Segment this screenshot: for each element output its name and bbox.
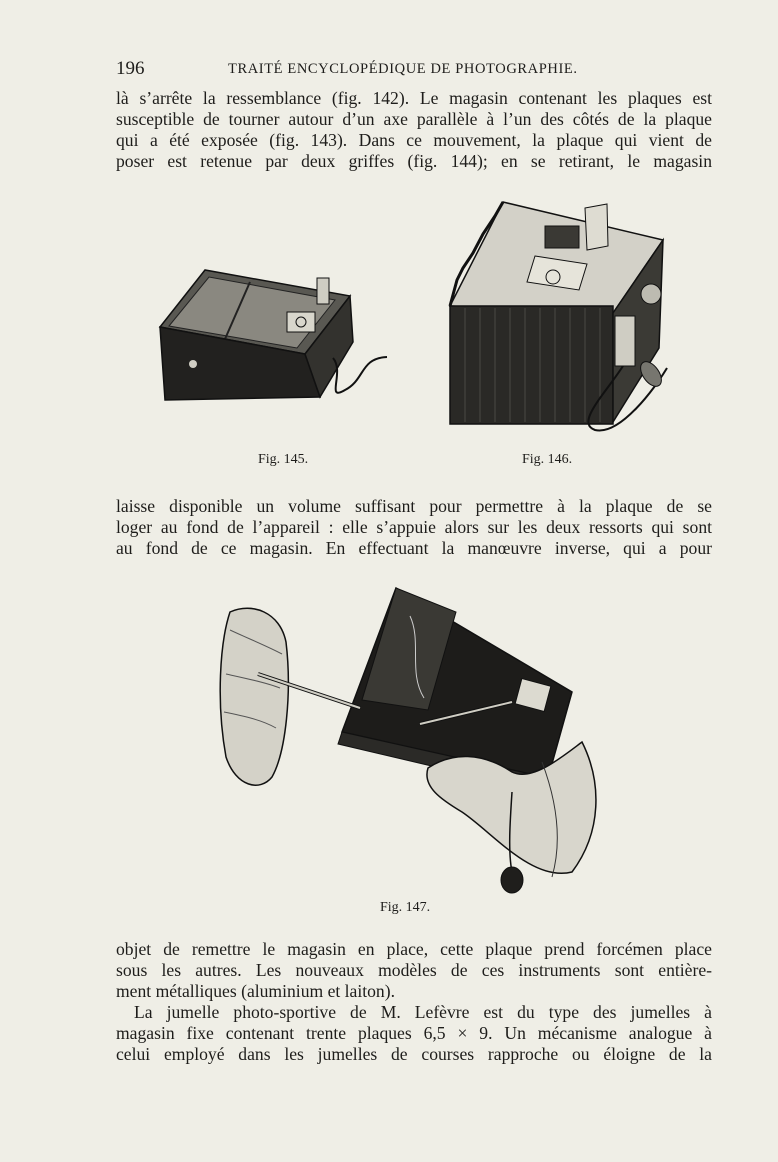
text-line: celui employé dans les jumelles de courses rapproche ou éloigne de la bbox=[116, 1044, 712, 1064]
paragraph-last bbox=[116, 1002, 712, 1065]
figure-146-camera-cutaway-illustration bbox=[445, 198, 675, 438]
text-line: ment métalliques (aluminium et laiton). bbox=[116, 981, 395, 1001]
paragraph-top bbox=[116, 88, 712, 172]
text-line: loger au fond de l’appareil : elle s’appuie alors sur les deux ressorts qui sont bbox=[116, 517, 712, 537]
figure-147-hands-holding-camera-illustration bbox=[212, 582, 612, 897]
text-line: là s’arrête la ressemblance (fig. 142). Le magasin contenant les plaques est bbox=[116, 88, 712, 108]
text-line: susceptible de tourner autour d’un axe parallèle à l’un des côtés de la plaque bbox=[116, 109, 712, 129]
text-line: qui a été exposée (fig. 143). Dans ce mouvement, la plaque qui vient de bbox=[116, 130, 712, 150]
text-line: La jumelle photo-sportive de M. Lefèvre est du type des jumelles à bbox=[134, 1002, 712, 1022]
caption-fig-145: Fig. 145. bbox=[258, 452, 309, 467]
caption-fig-147: Fig. 147. bbox=[380, 900, 431, 915]
text-line: au fond de ce magasin. En effectuant la manœuvre inverse, qui a pour bbox=[116, 538, 712, 558]
text-line: objet de remettre le magasin en place, cette plaque prend forcémen place bbox=[116, 939, 712, 959]
page-header bbox=[116, 58, 712, 82]
figure-145-camera-illustration bbox=[155, 262, 395, 412]
running-head: TRAITÉ ENCYCLOPÉDIQUE DE PHOTOGRAPHIE. bbox=[228, 61, 578, 77]
text-line: poser est retenue par deux griffes (fig. 144); en se retirant, le magasin bbox=[116, 151, 712, 171]
text-line: laisse disponible un volume suffisant pour permettre à la plaque de se bbox=[116, 496, 712, 516]
text-line: magasin fixe contenant trente plaques 6,5 × 9. Un mécanisme analogue à bbox=[116, 1023, 712, 1043]
paragraph-middle bbox=[116, 496, 712, 559]
caption-fig-146: Fig. 146. bbox=[522, 452, 573, 467]
paragraph-bottom bbox=[116, 939, 712, 1002]
text-line: sous les autres. Les nouveaux modèles de ces instruments sont entière- bbox=[116, 960, 712, 980]
page-number: 196 bbox=[116, 58, 145, 79]
